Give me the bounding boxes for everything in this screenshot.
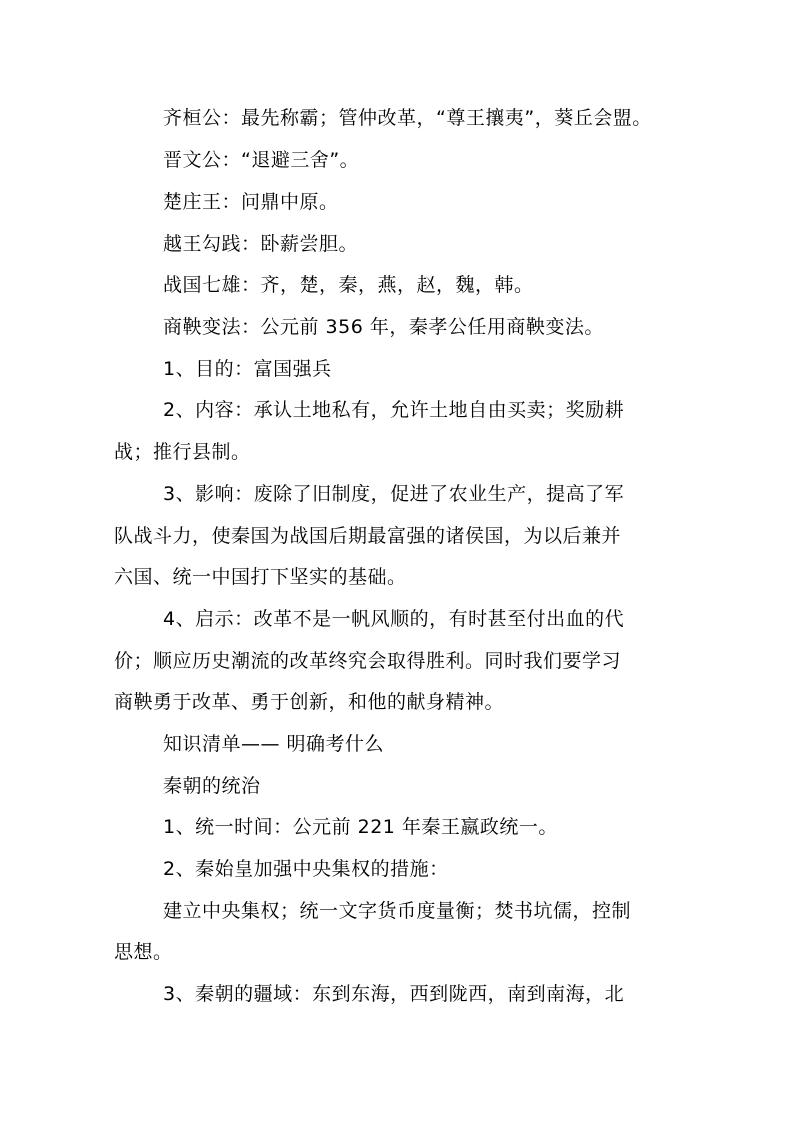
text-line: 2、内容：承认土地私有，允许土地自由买卖；奖励耕	[163, 399, 625, 421]
text-line: 3、秦朝的疆域：东到东海，西到陇西，南到南海，北	[163, 983, 625, 1005]
text-line: 3、影响：废除了旧制度，促进了农业生产，提高了军	[163, 483, 625, 505]
text-line: 战；推行县制。	[114, 441, 251, 463]
text-line: 六国、统一中国打下坚实的基础。	[114, 566, 407, 588]
text-line: 商鞅勇于改革、勇于创新，和他的献身精神。	[114, 691, 505, 713]
text-line: 1、目的：富国强兵	[163, 358, 332, 380]
text-line: 知识清单—— 明确考什么	[163, 733, 385, 755]
text-line: 队战斗力，使秦国为战国后期最富强的诸侯国，为以后兼并	[114, 525, 622, 547]
text-line: 1、统一时间：公元前 221 年秦王嬴政统一。	[163, 816, 558, 838]
text-line: 价；顺应历史潮流的改革终究会取得胜利。同时我们要学习	[114, 650, 622, 672]
text-line: 4、启示：改革不是一帆风顺的，有时甚至付出血的代	[163, 608, 625, 630]
text-line: 齐桓公：最先称霸；管仲改革，“尊王攘夷”，葵丘会盟。	[163, 107, 652, 129]
text-line: 建立中央集权；统一文字货币度量衡；焚书坑儒，控制	[163, 900, 632, 922]
text-line: 战国七雄：齐，楚，秦，燕，赵，魏，韩。	[163, 274, 534, 296]
text-line: 秦朝的统治	[163, 775, 261, 797]
text-line: 2、秦始皇加强中央集权的措施：	[163, 858, 449, 880]
text-line: 思想。	[114, 941, 173, 963]
text-line: 越王勾践：卧薪尝胆。	[163, 233, 359, 255]
text-line: 晋文公：“退避三舍”。	[163, 149, 360, 171]
text-line: 商鞅变法：公元前 356 年，秦孝公任用商鞅变法。	[163, 316, 604, 338]
text-line: 楚庄王：问鼎中原。	[163, 191, 339, 213]
